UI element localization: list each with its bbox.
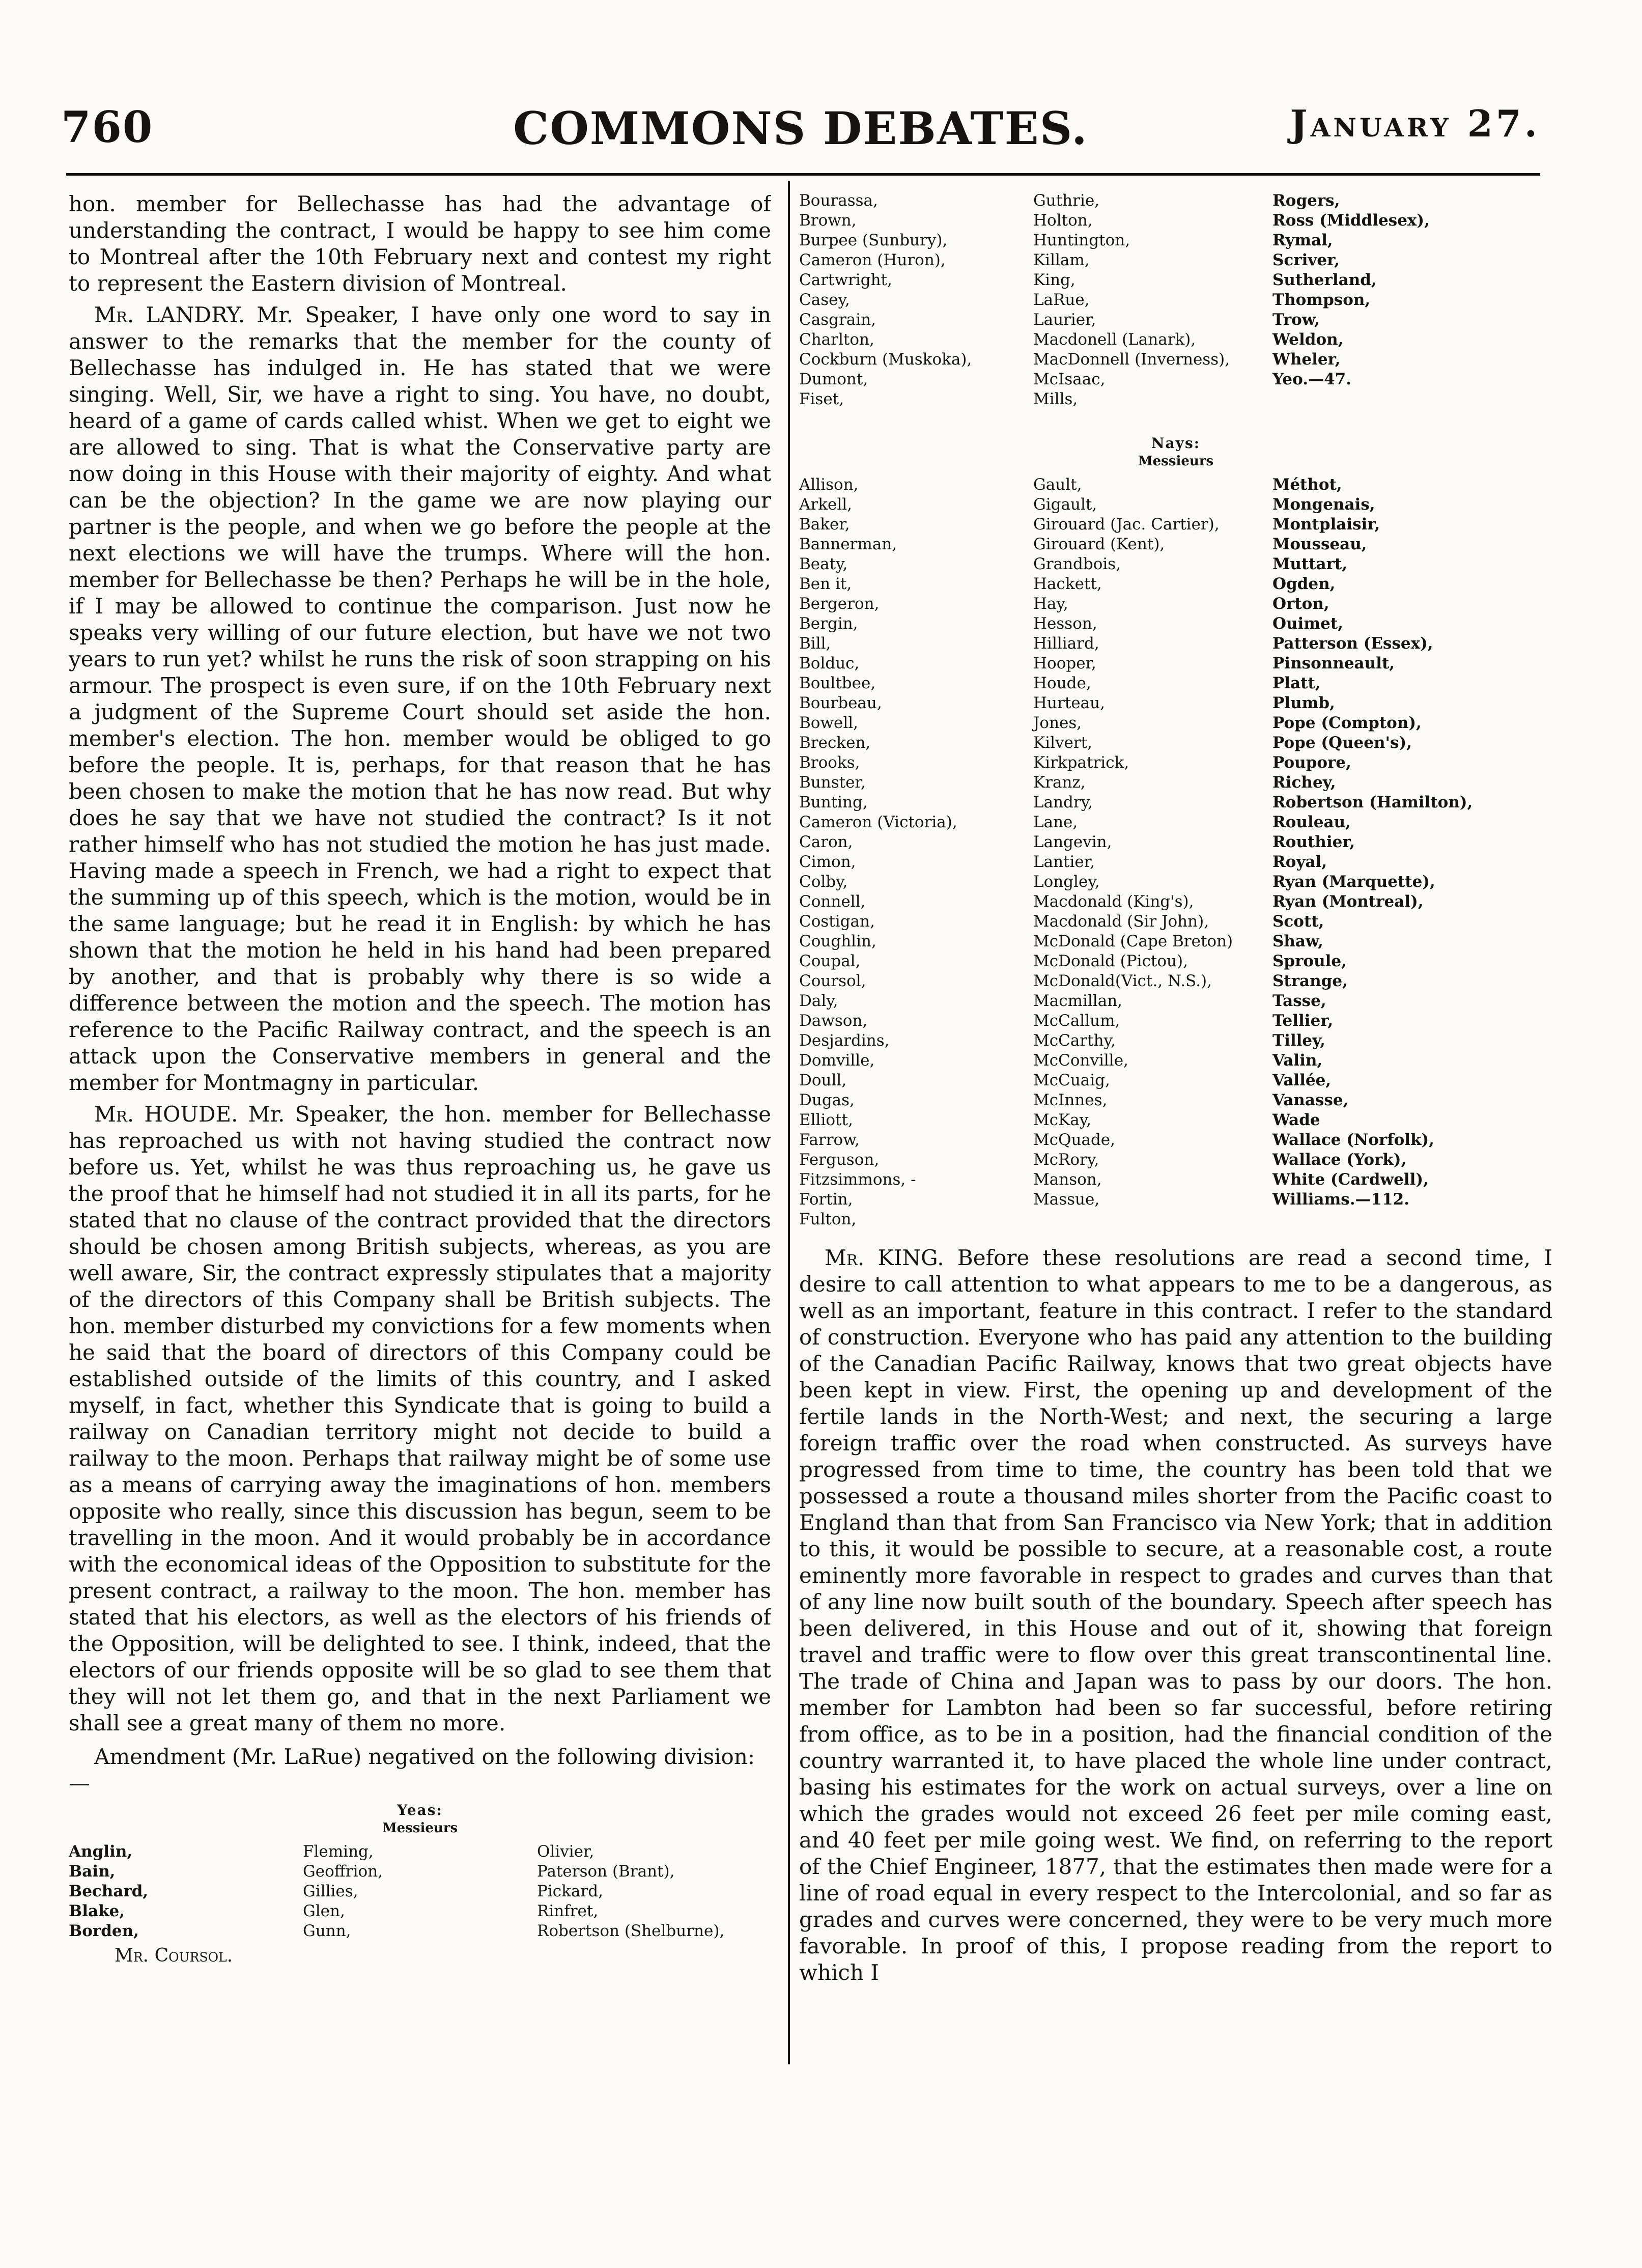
member-name: Blake, <box>69 1902 125 1920</box>
yeas-continued-list <box>799 191 1552 409</box>
member-name: Gillies, <box>303 1882 358 1900</box>
member-name: Doull, <box>799 1071 847 1089</box>
member-name: Williams.—112. <box>1272 1190 1410 1209</box>
member-name: Weldon, <box>1272 330 1344 349</box>
member-name: Laurier, <box>1033 311 1096 329</box>
member-name: Bourassa, <box>799 191 878 210</box>
member-name: Scott, <box>1272 912 1324 931</box>
member-name: Kilvert, <box>1033 734 1092 752</box>
member-name: Wallace (Norfolk), <box>1272 1131 1434 1149</box>
member-name: Tilley, <box>1272 1031 1325 1050</box>
member-name: Coughlin, <box>799 932 876 950</box>
member-name: Scriver, <box>1272 251 1340 269</box>
name-column <box>69 1842 303 1941</box>
member-name: Mongenais, <box>1272 495 1375 514</box>
member-name: Arkell, <box>799 495 853 514</box>
member-name: McDonald (Pictou), <box>1033 952 1188 970</box>
member-name: Grandbois, <box>1033 555 1121 573</box>
member-name: Girouard (Kent), <box>1033 535 1165 553</box>
member-name: Rinfret, <box>537 1902 599 1920</box>
member-name: Guthrie, <box>1033 191 1100 210</box>
member-name: Casey, <box>799 291 850 309</box>
member-name: Pope (Queen's), <box>1272 734 1412 752</box>
member-name: McIsaac, <box>1033 370 1106 388</box>
member-name: Ross (Middlesex), <box>1272 211 1430 230</box>
member-name: King, <box>1033 271 1075 289</box>
paragraph <box>69 302 771 1096</box>
member-name: Burpee (Sunbury), <box>799 231 948 249</box>
column-divider <box>788 181 790 2064</box>
page-number: 760 <box>61 102 154 152</box>
member-name: Colby, <box>799 873 848 891</box>
member-name: Wade <box>1272 1111 1320 1129</box>
member-name: Bourbeau, <box>799 694 882 712</box>
member-name: Ferguson, <box>799 1151 880 1169</box>
member-name: Brown, <box>799 211 857 230</box>
member-name: Charlton, <box>799 330 874 349</box>
member-name: Lantier, <box>1033 853 1095 871</box>
member-name: Plumb, <box>1272 694 1335 712</box>
member-name: Cameron (Victoria), <box>799 813 957 831</box>
member-name: McRory, <box>1033 1151 1099 1169</box>
member-name: Gault, <box>1033 475 1082 494</box>
member-name: MacDonnell (Inverness), <box>1033 350 1230 369</box>
member-name: McCarthy, <box>1033 1031 1116 1050</box>
member-name: Ouimet, <box>1272 614 1343 633</box>
paragraph <box>69 191 771 297</box>
nays-list <box>799 475 1552 1229</box>
member-name: Geoffrion, <box>303 1862 383 1881</box>
member-name: Bergeron, <box>799 595 880 613</box>
member-name: Platt, <box>1272 674 1321 692</box>
member-name: Glen, <box>303 1902 345 1920</box>
member-name: Shaw, <box>1272 932 1323 950</box>
page-header <box>61 102 1540 178</box>
member-name: Farrow, <box>799 1131 860 1149</box>
member-name: Longley, <box>1033 873 1100 891</box>
name-column <box>799 475 1033 1229</box>
member-name: Connell, <box>799 892 866 911</box>
member-name: Ryan (Montreal), <box>1272 892 1424 911</box>
member-name: Robertson (Shelburne), <box>537 1922 725 1940</box>
member-name: Hurteau, <box>1033 694 1105 712</box>
member-name: Ryan (Marquette), <box>1272 873 1435 891</box>
member-name: Fulton, <box>799 1210 857 1228</box>
member-name: Holton, <box>1033 211 1093 230</box>
nays-subheading: Messieurs <box>1138 454 1214 469</box>
member-name: Costigan, <box>799 912 875 931</box>
member-name: Bechard, <box>69 1882 149 1900</box>
paragraph-text: hon. member for Bellechasse has had the advantage of understanding the contract, I would be happy to see him come to Montreal after the 10th February next and contest my right to represent the Eastern division of Montreal. <box>69 191 771 296</box>
extra-member <box>115 1945 771 1966</box>
member-name: Strange, <box>1272 972 1348 990</box>
member-name: McConville, <box>1033 1051 1128 1070</box>
yeas-list <box>69 1842 771 1941</box>
member-name: Beaty, <box>799 555 848 573</box>
member-name: Kranz, <box>1033 773 1086 792</box>
name-column <box>1272 191 1527 409</box>
member-name: Killam, <box>1033 251 1090 269</box>
member-name: Sproule, <box>1272 952 1347 970</box>
member-name: Valin, <box>1272 1051 1323 1070</box>
member-name: Hilliard, <box>1033 634 1099 653</box>
member-name: Royal, <box>1272 853 1327 871</box>
member-name: Hesson, <box>1033 614 1097 633</box>
speaker-name: Mr. LANDRY. <box>94 302 245 327</box>
page-date: January 27. <box>1290 102 1540 145</box>
member-name: Hay, <box>1033 595 1068 613</box>
member-name <box>1272 1210 1537 1229</box>
right-column <box>799 191 1552 2176</box>
left-column <box>69 191 771 2176</box>
member-name: Macdonald (King's), <box>1033 892 1194 911</box>
member-name: McDonald(Vict., N.S.), <box>1033 972 1212 990</box>
member-name: Pope (Compton), <box>1272 714 1422 732</box>
yeas-subheading: Messieurs <box>382 1821 458 1836</box>
member-name: Gunn, <box>303 1922 351 1940</box>
member-name: McInnes, <box>1033 1091 1108 1109</box>
publication-title: COMMONS DEBATES. <box>513 102 1088 155</box>
member-name: Bunting, <box>799 793 868 811</box>
member-name: Anglin, <box>69 1842 133 1861</box>
member-name: Macmillan, <box>1033 992 1123 1010</box>
member-name <box>1033 1210 1272 1229</box>
member-name: Lane, <box>1033 813 1078 831</box>
member-name: Sutherland, <box>1272 271 1377 289</box>
paragraph-text: Mr. Speaker, the hon. member for Bellechasse has reproached us with not having studied the contract now before us. Yet, whilst he was thus reproaching us, he gave us the proof that he himself had not studied it in all its parts, for he stated that no clause of the contract provided that the directors should be chosen among British subjects, whereas, as you are well aware, Sir, the contract expressly stipulates that a majority of the directors of this Company shall be British subjects. The hon. member disturbed my convictions for a few moments when he said that the board of directors of this Company could be established outside of the limits of this country, and I asked myself, in fact, whether this Syndicate that is going to build a railway on Canadian territory might not decide to build a railway to the moon. Perhaps that railway might be of some use as a means of carrying away the imaginations of hon. members opposite who really, since this discussion has begun, seem to be travelling in the moon. And it would probably be in accordance with the economical ideas of the Opposition to substitute for the present contract, a railway to the moon. The hon. member has stated that his electors, as well as the electors of his friends of the Opposition, will be delighted to see. I think, indeed, that the electors of our friends opposite will be so glad to see them that they will not let them go, and that in the next Parliament we shall see a great many of them no more. <box>69 1102 771 1735</box>
member-name: Domville, <box>799 1051 875 1070</box>
member-name: McKay, <box>1033 1111 1091 1129</box>
member-name: Bunster, <box>799 773 866 792</box>
name-column <box>303 1842 537 1941</box>
member-name: Hackett, <box>1033 575 1102 593</box>
member-name: Mousseau, <box>1272 535 1367 553</box>
member-name: Bill, <box>799 634 831 653</box>
member-name: Brecken, <box>799 734 871 752</box>
name-column <box>537 1842 771 1941</box>
member-name: Girouard (Jac. Cartier), <box>1033 515 1220 534</box>
member-name: Rouleau, <box>1272 813 1351 831</box>
member-name: Ogden, <box>1272 575 1336 593</box>
member-name: Poupore, <box>1272 753 1351 772</box>
member-name: Olivier, <box>537 1842 594 1861</box>
member-name: Trow, <box>1272 311 1320 329</box>
nays-heading: Nays: <box>1151 435 1201 452</box>
member-name: Bolduc, <box>799 654 860 673</box>
member-name: Bergin, <box>799 614 858 633</box>
member-name: McCallum, <box>1033 1012 1120 1030</box>
name-column <box>799 191 1033 409</box>
member-name: Borden, <box>69 1922 139 1940</box>
member-name: Boultbee, <box>799 674 876 692</box>
member-name: Fiset, <box>799 390 844 408</box>
member-name: White (Cardwell), <box>1272 1170 1429 1189</box>
member-name: Landry, <box>1033 793 1093 811</box>
paragraph-text: Before these resolutions are read a second time, I desire to call attention to what appears to me to be a dangerous, as well as an important, feature in this contract. I refer to the standard of construction. Everyone who has paid any attention to the building of the Canadian Pacific Railway, knows that two great objects have been kept in view. First, the opening up and development of the fertile lands in the North-West; and next, the securing a large foreign traffic over the road when constructed. As surveys have progressed from time to time, the country has been told that we possessed a route a thousand miles shorter from the Pacific coast to England than that from San Francisco via New York; that in addition to this, it would be possible to secure, at a reasonable cost, a route eminently more favorable in respect to grades and curves than that of any line now built south of the boundary. Speech after speech has been delivered, in this House and out of it, showing that foreign travel and traffic were to flow over this great transcontinental line. The trade of China and Japan was to pass by our doors. The hon. member for Lambton had been so far successful, before retiring from office, as to be in a position, had the financial condition of the country warranted it, to have placed the whole line under contract, basing his estimates for the work on actual surveys, over a line on which the grades would not exceed 26 feet per mile coming east, and 40 feet per mile going west. We find, on referring to the report of the Chief Engineer, 1877, that the estimates then made were for a line of road equal in every respect to the Intercolonial, and so far as grades and curves were concerned, they were to be very much more favorable. In proof of this, I propose reading from the report to which I <box>799 1245 1552 1985</box>
member-name: Manson, <box>1033 1170 1102 1189</box>
member-name: Thompson, <box>1272 291 1371 309</box>
member-name: Richey, <box>1272 773 1336 792</box>
speaker-name: Mr. KING. <box>825 1245 944 1270</box>
member-name: Macdonald (Sir John), <box>1033 912 1209 931</box>
speaker-name: Mr. HOUDE. <box>94 1102 238 1127</box>
member-name: Bowell, <box>799 714 859 732</box>
member-name: McCuaig, <box>1033 1071 1110 1089</box>
member-name: Gigault, <box>1033 495 1097 514</box>
member-name: Casgrain, <box>799 311 876 329</box>
member-name: Cameron (Huron), <box>799 251 946 269</box>
member-name: Fleming, <box>303 1842 374 1861</box>
member-name: Wallace (York), <box>1272 1151 1407 1169</box>
member-name: Montplaisir, <box>1272 515 1380 534</box>
member-name: Orton, <box>1272 595 1329 613</box>
member-name: Bain, <box>69 1862 116 1881</box>
member-name: Muttart, <box>1272 555 1348 573</box>
member-name: Patterson (Essex), <box>1272 634 1433 653</box>
header-rule <box>66 173 1540 176</box>
division-motion: Amendment (Mr. LaRue) negatived on the following division:— <box>69 1744 755 1796</box>
member-name: Brooks, <box>799 753 860 772</box>
member-name: Routhier, <box>1272 833 1355 851</box>
member-name: Daly, <box>799 992 838 1010</box>
member-name: Rymal, <box>1272 231 1333 249</box>
member-name: Tasse, <box>1272 992 1326 1010</box>
member-name: Cimon, <box>799 853 856 871</box>
member-name: Paterson (Brant), <box>537 1862 675 1881</box>
member-name: Robertson (Hamilton), <box>1272 793 1473 811</box>
member-name: Vallée, <box>1272 1071 1332 1089</box>
member-name: Wheler, <box>1272 350 1341 369</box>
member-name: Kirkpatrick, <box>1033 753 1129 772</box>
member-name: Hooper, <box>1033 654 1096 673</box>
member-name: Pinsonneault, <box>1272 654 1395 673</box>
member-name: Elliott, <box>799 1111 853 1129</box>
paragraph <box>799 1245 1552 1986</box>
member-name: Dawson, <box>799 1012 868 1030</box>
yeas-heading: Yeas: <box>397 1802 443 1818</box>
member-name: Vanasse, <box>1272 1091 1349 1109</box>
name-column <box>1272 475 1537 1229</box>
member-name: McQuade, <box>1033 1131 1116 1149</box>
member-name: Fitzsimmons, - <box>799 1170 916 1189</box>
member-name: Cartwright, <box>799 271 892 289</box>
member-name: Mills, <box>1033 390 1078 408</box>
member-name: Langevin, <box>1033 833 1112 851</box>
member-name <box>1272 389 1527 409</box>
member-name: Macdonell (Lanark), <box>1033 330 1196 349</box>
member-name: Houde, <box>1033 674 1091 692</box>
member-name: LaRue, <box>1033 291 1090 309</box>
member-name: Jones, <box>1033 714 1082 732</box>
member-name: Ben it, <box>799 575 852 593</box>
member-name: Coursol, <box>799 972 866 990</box>
member-name: Massue, <box>1033 1190 1100 1209</box>
member-name: Coupal, <box>799 952 861 970</box>
member-name: Desjardins, <box>799 1031 890 1050</box>
member-name: Dugas, <box>799 1091 855 1109</box>
member-name: Bannerman, <box>799 535 897 553</box>
member-name: Tellier, <box>1272 1012 1334 1030</box>
name-column <box>1033 191 1272 409</box>
member-name: Allison, <box>799 475 859 494</box>
member-name: Huntington, <box>1033 231 1130 249</box>
member-name: Rogers, <box>1272 191 1340 210</box>
member-name: Fortin, <box>799 1190 853 1209</box>
member-name: Baker, <box>799 515 850 534</box>
member-name: McDonald (Cape Breton) <box>1033 932 1233 950</box>
member-name: Dumont, <box>799 370 868 388</box>
member-name: Méthot, <box>1272 475 1342 494</box>
paragraph-text: Mr. Speaker, I have only one word to say in answer to the remarks that the member for the county of Bellechasse has indulged in. He has stated that we were singing. Well, Sir, we have a right to sing. You have, no doubt, heard of a game of cards called whist. When we get to eight we are allowed to sing. That is what the Conservative party are now doing in this House with their majority of eighty. And what can be the objection? In the game we are now playing our partner is the people, and when we go before the people at the next elections we will have the trumps. Where will the hon. member for Bellechasse be then? Perhaps he will be in the hole, if I may be allowed to continue the comparison. Just now he speaks very willing of our future election, but have we not two years to run yet? whilst he runs the risk of soon strapping on his armour. The prospect is even sure, if on the 10th February next a judgment of the Supreme Court should set aside the hon. member's election. The hon. member would be obliged to go before the people. It is, perhaps, for that reason that he has been chosen to make the motion that he has now read. But why does he say that we have not studied the contract? Is it not rather himself who has not studied the motion he has just made. Having made a speech in French, we had a right to expect that the summing up of this speech, which is the motion, would be in the same language; but he read it in English: by which he has shown that the motion he held in his hand had been prepared by another, and that is probably why there is so wide a difference between the motion and the speech. The motion has reference to the Pacific Railway contract, and the speech is an attack upon the Conservative members in general and the member for Montmagny in particular. <box>69 302 771 1095</box>
member-name: Caron, <box>799 833 853 851</box>
name-column <box>1033 475 1272 1229</box>
member-name: Pickard, <box>537 1882 603 1900</box>
extra-member-name: Mr. Coursol. <box>115 1945 233 1966</box>
paragraph <box>69 1101 771 1737</box>
member-name: Yeo.—47. <box>1272 370 1352 388</box>
member-name: Cockburn (Muskoka), <box>799 350 972 369</box>
